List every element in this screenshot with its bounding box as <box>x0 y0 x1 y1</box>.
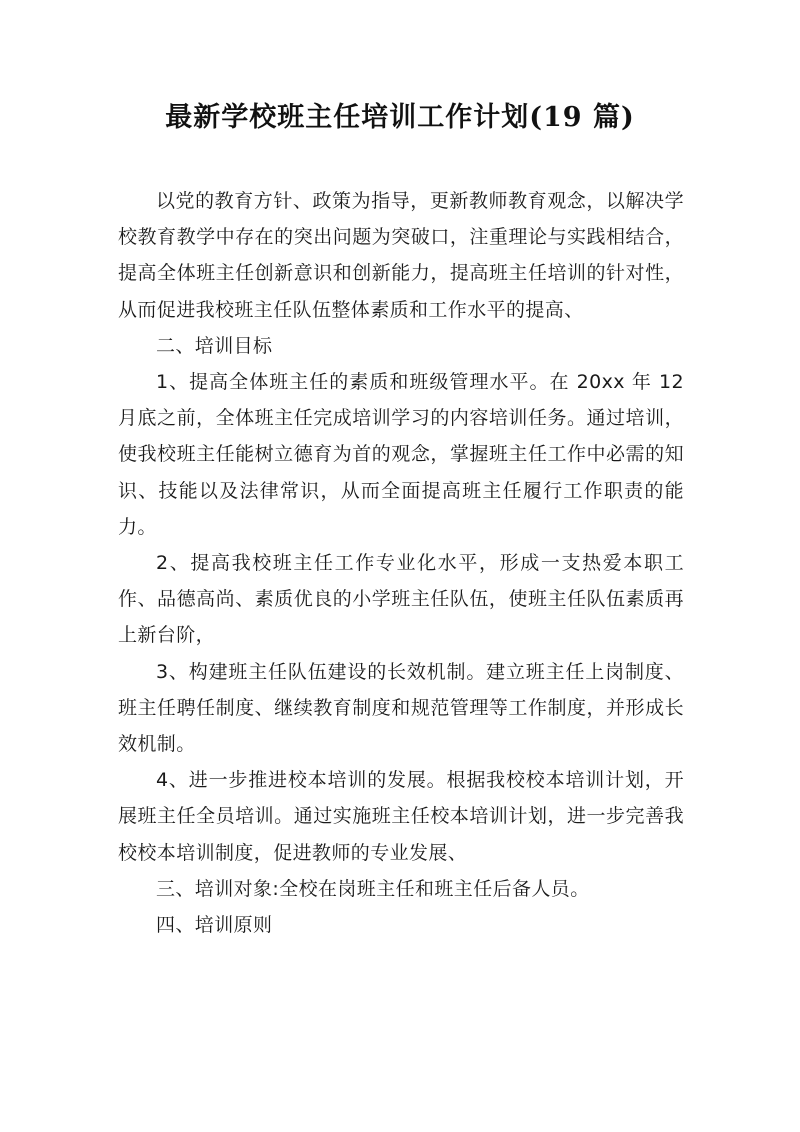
paragraph-goal-1: 1、提高全体班主任的素质和班级管理水平。在 20xx 年 12 月底之前，全体班主任完成培训学习的内容培训任务。通过培训，使我校班主任能树立德育为首的观念，掌握班主任工作中必需的知识、技能以及法律常识，从而全面提高班主任履行工作职责的能力。 <box>118 371 684 538</box>
document-body <box>118 183 684 943</box>
section-heading-goals: 二、培训目标 <box>156 334 273 357</box>
section-heading-audience: 三、培训对象:全校在岗班主任和班主任后备人员。 <box>156 877 590 900</box>
document-title: 最新学校班主任培训工作计划(19 篇) <box>165 102 635 133</box>
paragraph-goal-4: 4、进一步推进校本培训的发展。根据我校校本培训计划，开展班主任全员培训。通过实施班主任校本培训计划，进一步完善我校校本培训制度，促进教师的专业发展、 <box>118 769 684 864</box>
paragraph-intro: 以党的教育方针、政策为指导，更新教师教育观念，以解决学校教育教学中存在的突出问题为突破口，注重理论与实践相结合，提高全体班主任创新意识和创新能力，提高班主任培训的针对性，从而促进我校班主任队伍整体素质和工作水平的提高、 <box>118 190 684 321</box>
paragraph-goal-2: 2、提高我校班主任工作专业化水平，形成一支热爱本职工作、品德高尚、素质优良的小学班主任队伍，使班主任队伍素质再上新台阶， <box>118 552 684 647</box>
section-heading-principles: 四、培训原则 <box>156 914 273 937</box>
paragraph-goal-3: 3、构建班主任队伍建设的长效机制。建立班主任上岗制度、班主任聘任制度、继续教育制度和规范管理等工作制度，并形成长效机制。 <box>118 660 684 756</box>
